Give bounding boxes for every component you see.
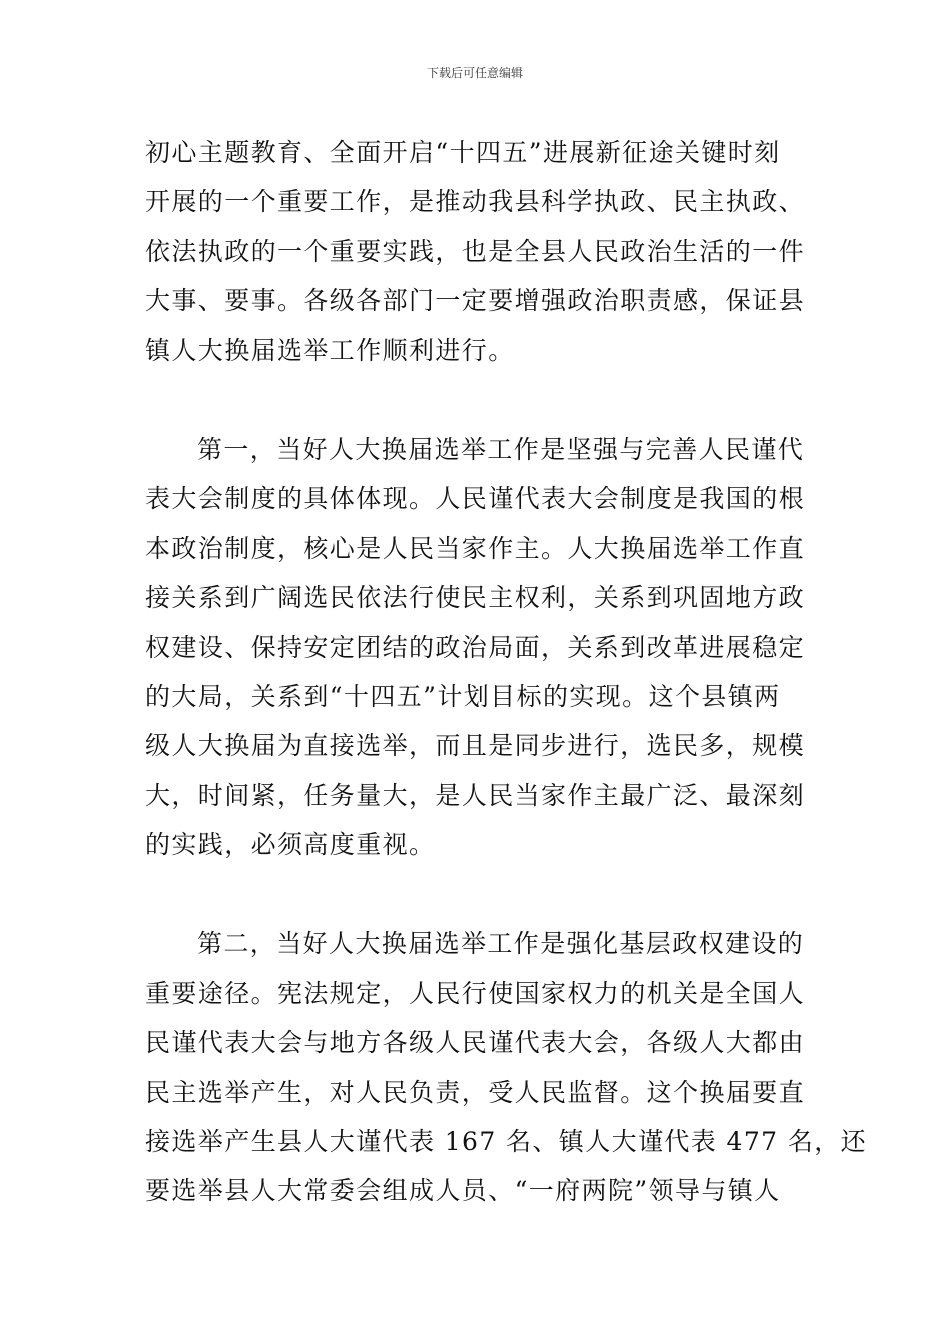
text-line: 镇人大换届选举工作顺利进行。 [145,335,515,365]
text-line: 接选举产生县人大谨代表 167 名、镇人大谨代表 477 名，还 [145,1127,868,1157]
text-line: 大，时间紧，任务量大，是人民当家作主最广泛、最深刻 [145,780,806,810]
paragraph-spacer [145,869,810,919]
text-line: 初心主题教育、全面开启“十四五”进展新征途关键时刻 [145,138,781,167]
paragraph-intro [145,128,810,375]
text-line: 依法执政的一个重要实践，也是全县人民政治生活的一件 [145,236,806,266]
text-line: 本政治制度，核心是人民当家作主。人大换届选举工作直 [145,533,806,563]
text-line: 的实践，必须高度重视。 [145,830,436,860]
text-line: 重要途径。宪法规定，人民行使国家权力的机关是全国人 [145,978,806,1008]
text-line: 民主选举产生，对人民负责，受人民监督。这个换届要直 [145,1077,806,1107]
text-line: 民谨代表大会与地方各级人民谨代表大会，各级人大都由 [145,1028,806,1058]
text-line: 第一，当好人大换届选举工作是坚强与完善人民谨代 [197,434,805,464]
text-line: 权建设、保持安定团结的政治局面，关系到改革进展稳定 [145,632,806,662]
text-line: 第二，当好人大换届选举工作是强化基层政权建设的 [197,929,805,959]
paragraph-spacer [145,375,810,425]
text-line: 接关系到广阔选民依法行使民主权利，关系到巩固地方政 [145,583,806,613]
text-line: 表大会制度的具体体现。人民谨代表大会制度是我国的根 [145,484,806,514]
text-line: 的大局，关系到“十四五”计划目标的实现。这个县镇两 [145,681,781,711]
text-line: 开展的一个重要工作，是推动我县科学执政、民主执政、 [145,187,806,217]
text-line: 级人大换届为直接选举，而且是同步进行，选民多，规模 [145,731,806,761]
text-line: 要选举县人大常委会组成人员、“一府两院”领导与镇人 [145,1176,781,1206]
paragraph-second [145,919,868,1215]
document-body [145,128,868,1216]
text-line: 大事、要事。各级各部门一定要增强政治职责感，保证县 [145,286,806,316]
page-header: 下载后可任意编辑 [426,66,523,80]
paragraph-first [145,425,810,870]
